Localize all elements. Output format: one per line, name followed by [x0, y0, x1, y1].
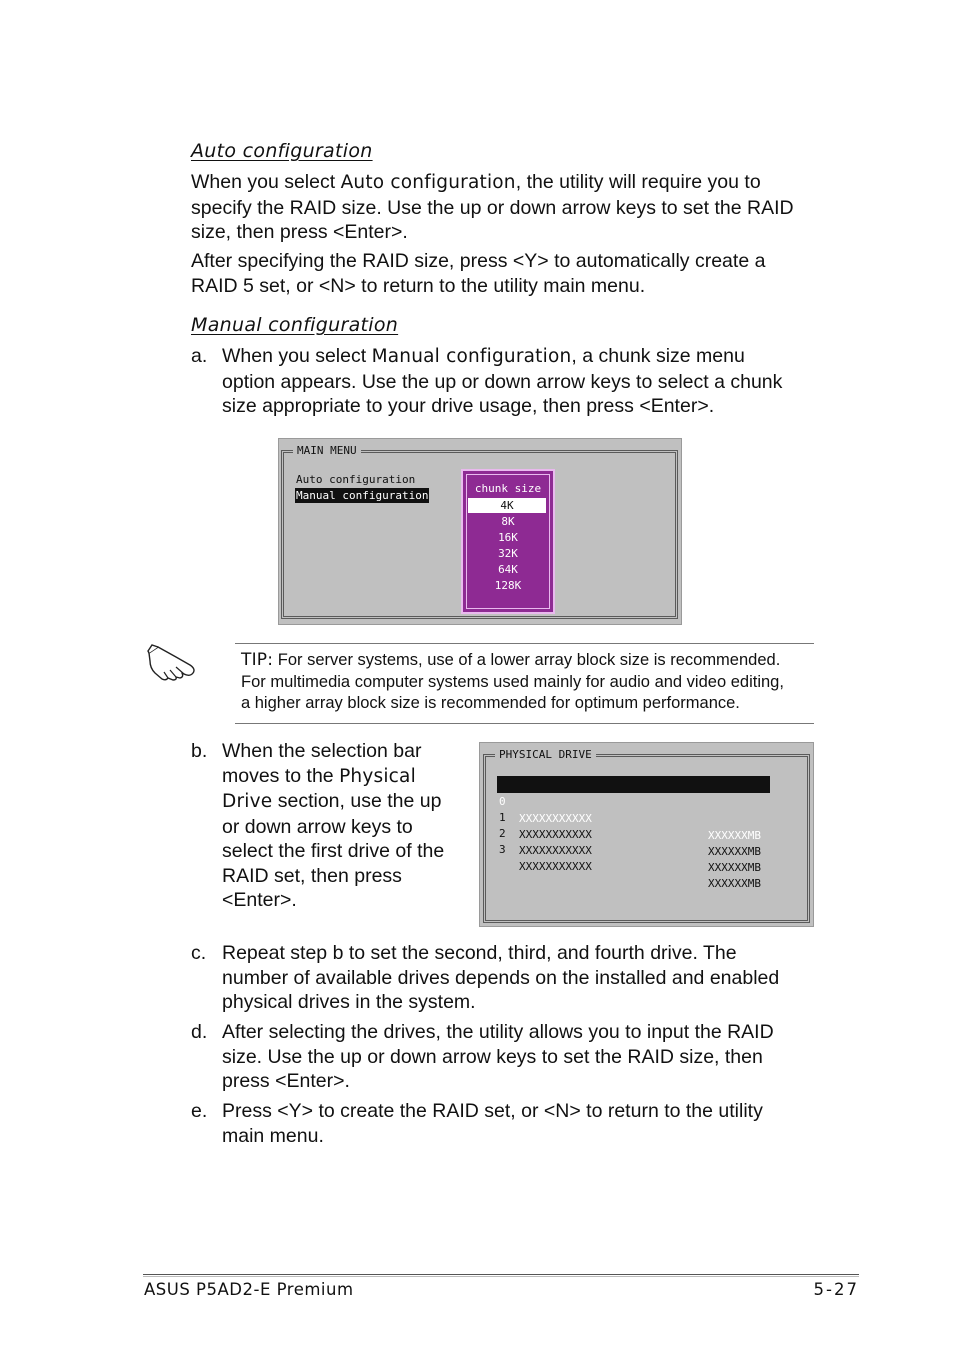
text: press <Enter>. [222, 1070, 350, 1092]
step-d-letter: d. [191, 1021, 208, 1043]
chunk-option-16k[interactable]: 16K [498, 531, 518, 544]
chunk-size-menu [461, 469, 555, 614]
menu-item-manual-configuration[interactable]: Manual configuration [296, 489, 429, 502]
text: size, then press <Enter>. [191, 221, 408, 243]
text: select the first drive of the [222, 840, 445, 862]
term-manual-configuration: Manual configuration [371, 346, 572, 367]
term-physical: Physical [339, 765, 416, 787]
text: or down arrow keys to [222, 815, 413, 838]
step-c-paragraph [222, 941, 832, 1015]
text: physical drives in the system. [222, 991, 476, 1013]
main-menu-title: MAIN MENU [293, 444, 361, 457]
text: size appropriate to your drive usage, then press <Enter>. [222, 395, 715, 417]
text: Press <Y> to create the RAID set, or <N> to return to the utility [222, 1100, 763, 1122]
text: RAID set, then press [222, 864, 402, 887]
text: When the selection bar [222, 740, 422, 762]
text: <Enter>. [222, 889, 297, 911]
drive-number: 1 [499, 811, 506, 824]
physical-drive-title: PHYSICAL DRIVE [495, 748, 596, 761]
drive-number: 3 [499, 843, 506, 856]
text: For multimedia computer systems used mainly for audio and video editing, [241, 672, 784, 691]
drive-row[interactable] [497, 792, 770, 858]
text: For server systems, use of a lower array block size is recommended. [273, 651, 781, 669]
tip-top-rule [235, 643, 814, 644]
text: number of available drives depends on the installed and enabled [222, 966, 780, 989]
text: When you select [222, 345, 372, 367]
text: option appears. Use the up or down arrow keys to select a chunk [222, 370, 783, 393]
drive-row[interactable] [497, 808, 770, 874]
step-b-paragraph [222, 739, 472, 913]
manual-config-heading: Manual configuration [191, 314, 399, 336]
term-drive: Drive [222, 791, 273, 812]
chunk-option-64k[interactable]: 64K [498, 563, 518, 576]
step-a-letter: a. [191, 345, 208, 367]
step-b-letter: b. [191, 740, 208, 762]
tip-bottom-rule [235, 723, 814, 724]
drive-size: XXXXXXMB [708, 845, 761, 858]
chunk-option-8k[interactable]: 8K [501, 515, 515, 528]
drive-size: XXXXXXMB [708, 861, 761, 874]
tip-text [241, 650, 816, 715]
auto-config-heading: Auto configuration [191, 140, 373, 162]
drive-name: XXXXXXXXXXX [519, 812, 592, 825]
hand-note-icon [146, 643, 200, 683]
text: a higher array block size is recommended for optimum performance. [241, 694, 740, 712]
physical-drive-screen [479, 742, 814, 927]
text: When you select [191, 171, 341, 193]
main-menu-screen [278, 438, 682, 625]
auto-config-paragraph-1 [191, 170, 831, 245]
text: After specifying the RAID size, press <Y> to automatically create a [191, 250, 766, 272]
step-c-letter: c. [191, 942, 207, 964]
text: Repeat step b to set the second, third, and fourth drive. The [222, 942, 737, 964]
drive-size: XXXXXXMB [708, 877, 761, 890]
menu-item-auto-configuration[interactable]: Auto configuration [296, 473, 416, 486]
step-e-paragraph [222, 1099, 832, 1148]
chunk-option-32k[interactable]: 32K [498, 547, 518, 560]
drive-number: 0 [499, 795, 506, 808]
text: , the utility will require you to [515, 171, 761, 193]
text: main menu. [222, 1124, 324, 1147]
step-e-letter: e. [191, 1100, 208, 1122]
text: size. Use the up or down arrow keys to set the RAID size, then [222, 1045, 763, 1068]
chunk-option-128k[interactable]: 128K [494, 579, 522, 592]
footer-product-name: ASUS P5AD2-E Premium [144, 1280, 354, 1299]
drive-number: 2 [499, 827, 506, 840]
footer-rule [143, 1274, 859, 1275]
footer-page-number: 5-27 [813, 1280, 859, 1299]
footer-rule-shadow [143, 1276, 859, 1277]
text: RAID 5 set, or <N> to return to the utility main menu. [191, 274, 646, 297]
text: section, use the up [272, 790, 442, 812]
step-a-paragraph [222, 344, 832, 419]
drive-name: XXXXXXXXXXX [519, 828, 592, 841]
chunk-size-title: chunk size [474, 482, 542, 495]
drive-size: XXXXXXMB [708, 829, 761, 842]
term-auto-configuration: Auto configuration [340, 172, 516, 193]
drive-row[interactable] [497, 776, 770, 842]
drive-name: XXXXXXXXXXX [519, 860, 592, 873]
chunk-option-4k[interactable]: 4K [468, 498, 546, 513]
drive-name: XXXXXXXXXXX [519, 844, 592, 857]
text: , a chunk size menu [571, 345, 745, 367]
text: After selecting the drives, the utility allows you to input the RAID [222, 1021, 774, 1043]
auto-config-paragraph-2 [191, 249, 831, 298]
step-d-paragraph [222, 1020, 832, 1094]
text: specify the RAID size. Use the up or down arrow keys to set the RAID [191, 196, 794, 219]
drive-row[interactable] [497, 824, 770, 890]
text: moves to the [222, 764, 340, 787]
tip-label: TIP: [241, 650, 274, 670]
